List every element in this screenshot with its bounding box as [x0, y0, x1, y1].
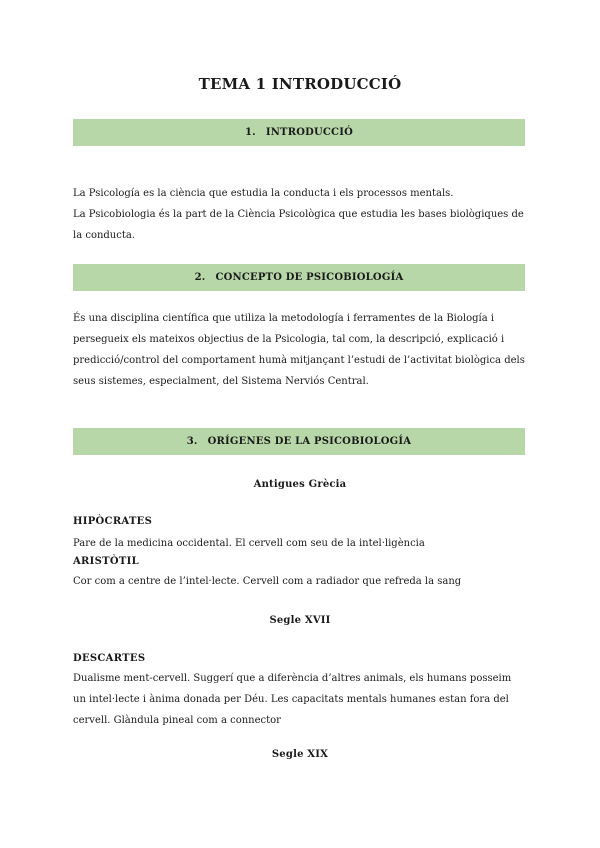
person-name: HIPÒCRATES — [73, 516, 153, 527]
section-heading-introduccio — [73, 119, 525, 146]
period-heading: Antigues Grècia — [253, 479, 347, 490]
person-description: Cor com a centre de l’intel·lecte. Cervell com a radiador que refreda la sang — [73, 576, 462, 587]
section-heading-text: CONCEPTO DE PSICOBIOLOGÍA — [215, 272, 404, 283]
person-description: Dualisme ment-cervell. Suggerí que a diferència d’altres animals, els humans posseim un intel·lecte i ànima donada per Déu. Les capacitats mentals humanes estan fora del cervell. Glàndula pineal com a connector — [73, 673, 512, 726]
period-heading: Segle XIX — [271, 749, 329, 760]
section-1-body — [73, 183, 525, 246]
section-number: 2. — [194, 272, 206, 283]
section-heading-text: ORÍGENES DE LA PSICOBIOLOGÍA — [207, 436, 412, 447]
person-description: Pare de la medicina occidental. El cervell com seu de la intel·ligència — [73, 538, 425, 549]
paragraph: La Psicología es la ciència que estudia la conducta i els processos mentals. — [73, 188, 454, 199]
period-heading: Segle XVII — [269, 615, 331, 626]
person-name: ARISTÒTIL — [73, 556, 139, 567]
paragraph: És una disciplina científica que utiliza la metodología i ferramentes de la Biología i persegueix els mateixos objectius de la Psicologia, tal com, la descripció, explicació i predicció/control del comportament humà mitjançant l’estudi de l’activitat biològica dels seus sistemes, especialment, del Sistema Nerviós Central. — [73, 313, 525, 387]
section-heading-origenes — [73, 428, 525, 455]
section-2-body — [73, 308, 525, 392]
section-number: 1. — [244, 127, 256, 138]
section-number: 3. — [186, 436, 198, 447]
paragraph: La Psicobiologia és la part de la Ciència Psicològica que estudia les bases biològiques de la conducta. — [73, 209, 524, 241]
person-name: DESCARTES — [73, 653, 146, 664]
section-heading-text: INTRODUCCIÓ — [265, 127, 354, 138]
section-heading-concepto — [73, 264, 525, 291]
document-title: TEMA 1 INTRODUCCIÓ — [198, 75, 402, 93]
